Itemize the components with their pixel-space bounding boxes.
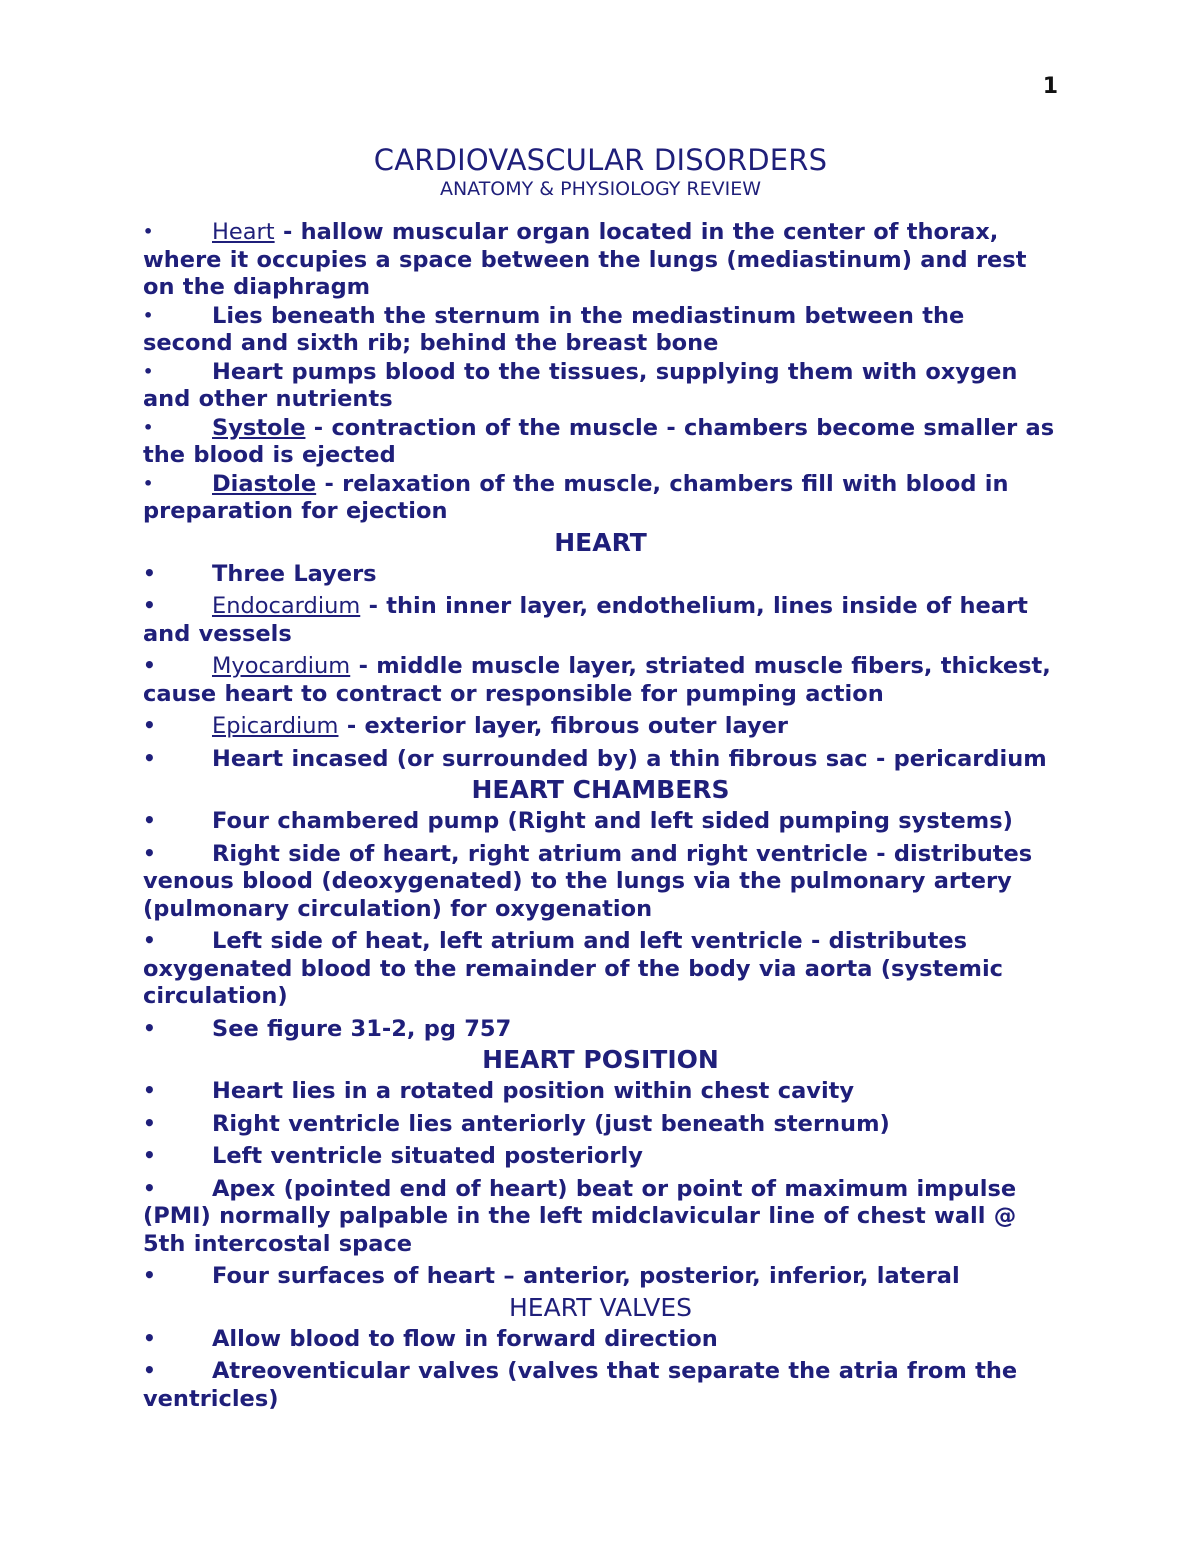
bullet-icon: • [143,1110,156,1135]
chambers-list [143,807,1058,1043]
list-item [143,302,1058,358]
item-text: Right ventricle lies anteriorly (just beneath sternum) [212,1110,890,1137]
item-text: Lies beneath the sternum in the mediastinum between the second and sixth rib; behind the breast bone [143,302,965,356]
bullet-icon: • [143,222,154,241]
list-item [143,1015,1058,1044]
intro-list [143,218,1058,526]
term-diastole: Diastole [212,470,317,497]
list-item [143,840,1058,924]
item-text: Right side of heart, right atrium and right ventricle - distributes venous blood (deoxygenated) to the lungs via the pulmonary artery (pulmonary circulation) for oxygenation [143,840,1033,922]
item-text: Four surfaces of heart – anterior, posterior, inferior, lateral [212,1263,960,1289]
document-subtitle: ANATOMY & PHYSIOLOGY REVIEW [439,178,762,200]
item-text: Heart incased (or surrounded by) a thin fibrous sac - pericardium [212,745,1047,772]
bullet-icon: • [143,808,156,832]
item-text: - middle muscle layer, striated muscle fibers, thickest, cause heart to contract or responsible for pumping action [143,653,1051,707]
list-item [143,745,1058,774]
item-text: Three Layers [212,560,377,587]
item-text: Heart lies in a rotated position within chest cavity [212,1078,855,1104]
bullet-icon: • [143,305,154,325]
list-item [143,927,1058,1011]
list-item [143,414,1058,470]
item-text: Left ventricle situated posteriorly [212,1143,643,1169]
item-text: Four chambered pump (Right and left sided pumping systems) [212,808,1013,834]
bullet-icon: • [143,417,154,437]
item-text: Left side of heat, left atrium and left ventricle - distributes oxygenated blood to the remainder of the body via aorta (systemic circulation) [143,928,1004,1009]
list-item [143,1357,1058,1413]
bullet-icon: • [143,745,156,770]
list-item [143,592,1058,648]
item-text: Apex (pointed end of heart) beat or point of maximum impulse (PMI) normally palpable in the left midclavicular line of chest wall @ 5th intercostal space [143,1175,1017,1257]
item-text: - relaxation of the muscle, chambers fill with blood in preparation for ejection [143,470,1009,524]
list-item [143,1077,1058,1106]
term-endocardium: Endocardium [212,593,361,619]
list-item [143,1142,1058,1171]
section-heading-heart-position: HEART POSITION [482,1045,719,1074]
bullet-icon: • [143,840,156,865]
section-heading-heart-chambers: HEART CHAMBERS [471,775,730,804]
bullet-icon: • [143,1015,156,1040]
section-heading-heart-valves: HEART VALVES [508,1292,693,1322]
term-heart: Heart [212,219,275,245]
item-text: - exterior layer, fibrous outer layer [338,713,789,739]
term-epicardium: Epicardium [212,713,339,739]
item-text: - contraction of the muscle - chambers become smaller as the blood is ejected [143,414,1055,468]
bullet-icon: • [143,1358,156,1382]
bullet-icon: • [143,928,156,952]
list-item [143,1175,1058,1259]
page-number: 1 [1042,74,1058,99]
heart-list [143,560,1058,774]
bullet-icon: • [143,1143,156,1167]
bullet-icon: • [143,560,156,585]
item-text: Allow blood to flow in forward direction [212,1325,718,1352]
bullet-icon: • [143,1325,156,1350]
item-text: - thin inner layer, endothelium, lines inside of heart and vessels [143,593,1028,647]
list-item [143,807,1058,836]
item-text: See figure 31-2, pg 757 [212,1015,512,1042]
list-item [143,712,1058,741]
bullet-icon: • [143,1078,156,1102]
bullet-icon: • [143,473,154,493]
section-heading-heart: HEART [554,527,647,557]
item-text: Atreoventicular valves (valves that separate the atria from the ventricles) [143,1358,1018,1412]
list-item [143,652,1058,708]
bullet-icon: • [143,361,154,381]
term-myocardium: Myocardium [212,653,351,679]
list-item [143,1262,1058,1291]
item-text: - hallow muscular organ located in the center of thorax, where it occupies a space between the lungs (mediastinum) and rest on the diaphragm [143,219,1027,300]
valves-list [143,1325,1058,1414]
bullet-icon: • [143,593,156,617]
list-item [143,218,1058,302]
position-list [143,1077,1058,1291]
bullet-icon: • [143,653,156,677]
list-item [143,1110,1058,1139]
bullet-icon: • [143,1175,156,1200]
list-item [143,560,1058,589]
term-systole: Systole [212,414,306,441]
document-body [143,142,1058,1413]
list-item [143,470,1058,526]
item-text: Heart pumps blood to the tissues, supplying them with oxygen and other nutrients [143,358,1018,412]
document-title: CARDIOVASCULAR DISORDERS [373,143,828,177]
list-item [143,1325,1058,1354]
bullet-icon: • [143,713,156,737]
bullet-icon: • [143,1263,156,1287]
list-item [143,358,1058,414]
